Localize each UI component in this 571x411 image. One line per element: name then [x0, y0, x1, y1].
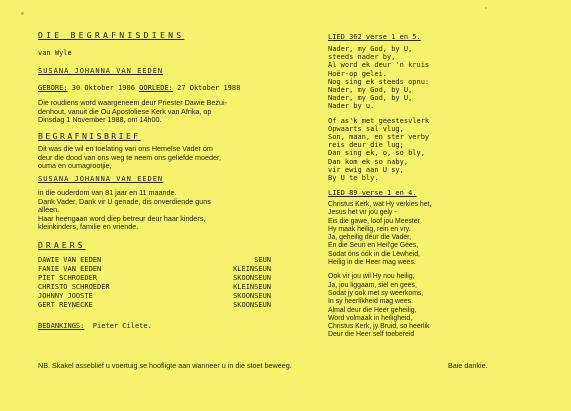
letter-line: alleen.: [38, 205, 60, 215]
service-line: denhout, vanuit die Ou Apostoliese Kerk van Afrika, op: [38, 106, 212, 116]
pallbearer-name: JOHNNY JOOSTE: [38, 292, 93, 300]
pallbearer-row: [38, 265, 271, 274]
pallbearer-relation: KLEINSEUN: [233, 265, 271, 273]
hymn-2-title: LIED 89 verse 1 en 4.: [328, 189, 417, 197]
hymn-line: Dan sing ek, o, so bly,: [328, 149, 425, 158]
footer-thanks: Baie dankie.: [448, 361, 488, 370]
hymn-line: Opwaarts sal vlug,: [328, 124, 404, 133]
hymn-line: Sodat óns óók in die Lëwheid,: [328, 250, 420, 258]
pallbearer-relation: KLEINSEUN: [233, 283, 271, 291]
pallbearers-list: [38, 256, 271, 310]
hymn-line: Eis die gawe, loof jou Meester: [328, 217, 420, 225]
hymn-line: Almal deur die Heer geheilig,: [328, 306, 417, 314]
pallbearer-row: [38, 283, 271, 292]
letter-line: kleinkinders, familie en vriende.: [38, 222, 139, 232]
hymn-1-title: LIED 362 verse 1 en 5.: [328, 33, 421, 41]
pallbearer-relation: SKOONSEUN: [233, 301, 271, 309]
hymn-line: Son, maan, en ster verby: [328, 133, 430, 142]
hymn-line: Ja, jou liggaam, siel en gees,: [328, 281, 417, 289]
service-line: Die roudiens word waargeneem deur Priester Dawie Bezui-: [38, 98, 227, 107]
pallbearer-relation: SEUN: [254, 256, 271, 264]
deceased-name: SUSANA JOHANNA VAN EEDEN: [38, 67, 164, 75]
hymn-line: Nader by u.: [328, 102, 375, 111]
pallbearer-row: [38, 292, 271, 301]
thanks-name: Pieter Cilete.: [92, 322, 152, 330]
letter-line: Dank Vader, Dank vir U genade, dis onverdiende guns: [38, 196, 211, 206]
hymn-line: By U te bly.: [328, 174, 379, 183]
letter-deceased-name: SUSANA JOHANNA VAN EEDEN: [38, 175, 164, 183]
pallbearer-name: CHRISTO SCHROEDER: [38, 283, 110, 291]
hymn-line: Word volmaak in heiligheid,: [328, 314, 413, 322]
hymn-line: En die Seun en Heil'ge Gees,: [328, 242, 419, 250]
letter-line: deur die dood van ons weg te neem ons geliefde moeder,: [38, 152, 222, 162]
born-date: 30 Oktober 1906: [71, 84, 135, 92]
hymn-line: Nader, my God, by U,: [328, 45, 413, 53]
thanks-label: BEDANKINGS:: [38, 322, 85, 330]
hymn-2-verses: [328, 201, 431, 340]
hymn-line: Nader, my God, by U,: [328, 94, 413, 103]
hymn-line: Christus Kerk, wat Hy verkies het,: [328, 201, 432, 208]
pallbearer-relation: SKOONSEUN: [233, 274, 271, 282]
hymn-line: Dan kom ek so naby,: [328, 157, 409, 166]
letter-line: in die ouderdom van 81 jaar en 11 maande.: [38, 188, 177, 197]
dates-line: [38, 84, 240, 92]
pallbearer-name: GERT REYNECKE: [38, 301, 93, 309]
died-label: OORLEDE:: [139, 84, 173, 92]
letter-line: ouma en oumagrootjie,: [38, 161, 112, 171]
pallbearer-row: [38, 301, 271, 310]
scan-speck: [485, 7, 487, 9]
thanks-line: [38, 322, 152, 330]
letter-line: Dit was die wil en toelating van ons Hemelse Vader om: [38, 144, 213, 153]
born-label: GEBORE:: [38, 84, 68, 92]
service-line: Dinsdag 1 November 1988, om 14h00.: [38, 115, 162, 125]
hymn-line: Sodat jy ook met sy weerkoms,: [328, 289, 424, 297]
hymn-line: Ja, geheilig deur die Vader,: [328, 234, 411, 242]
letter-title: BEGRAFNISBRIEF: [38, 131, 141, 141]
hymn-line: Nog sing ek steeds opnu:: [328, 77, 430, 86]
pallbearer-name: DAWIE VAN EEDEN: [38, 256, 102, 264]
hymn-line: Heilig in die Heer mag wees.: [328, 259, 416, 267]
letter-line: Haar heengaan word diep betreur deur haar kinders,: [38, 213, 206, 223]
hymn-line: Jesus het vir jou gely -: [328, 209, 397, 217]
hymn-line: Ook vir jou wil Hy nou heilig,: [328, 273, 415, 281]
pallbearer-row: [38, 274, 271, 283]
hymn-line: Nader, my God, by U,: [328, 86, 413, 95]
hymn-line: reis deur die lug;: [328, 141, 404, 150]
page-title: DIE BEGRAFNISDIENS: [38, 30, 185, 40]
pallbearer-relation: SKOONSEUN: [233, 292, 271, 300]
died-date: 27 Oktober 1988: [177, 84, 241, 92]
hymn-line: vir ewig aan U sy,: [328, 165, 404, 174]
hymn-line: steeds nader by,: [328, 53, 396, 62]
hymn-1-verses: [328, 45, 429, 182]
hymn-line: In sy heerlikheid mag wees.: [328, 298, 414, 306]
van-wyle-label: van Wyle: [38, 49, 72, 57]
scan-speck: [21, 12, 24, 15]
hymn-line: Hy maak heilig, rein en vry.: [328, 225, 411, 233]
hymn-line: Hoër-op gelei.: [328, 69, 388, 78]
hymn-line: Of as'k met geestesvlerk: [328, 116, 430, 125]
pallbearer-name: FANIE VAN EEDEN: [38, 265, 102, 273]
pallbearers-title: DRAERS: [38, 240, 86, 250]
service-paragraph: [38, 99, 227, 125]
letter-paragraph: [38, 145, 221, 171]
footer-note: NB. Skakel asseblief u voertuig se hoofligte aan wanneer u in die stoet beweeg.: [38, 361, 292, 370]
hymn-line: Deur die Heer self toebereid: [328, 331, 415, 339]
hymn-line: Al word ek deur 'n kruis: [328, 61, 430, 70]
hymn-line: Christus Kerk, jy Bruid, so heerlik: [328, 323, 430, 331]
pallbearer-name: PIET SCHROEDER: [38, 274, 98, 282]
pallbearer-row: [38, 256, 271, 265]
letter-paragraph-2: [38, 189, 211, 232]
